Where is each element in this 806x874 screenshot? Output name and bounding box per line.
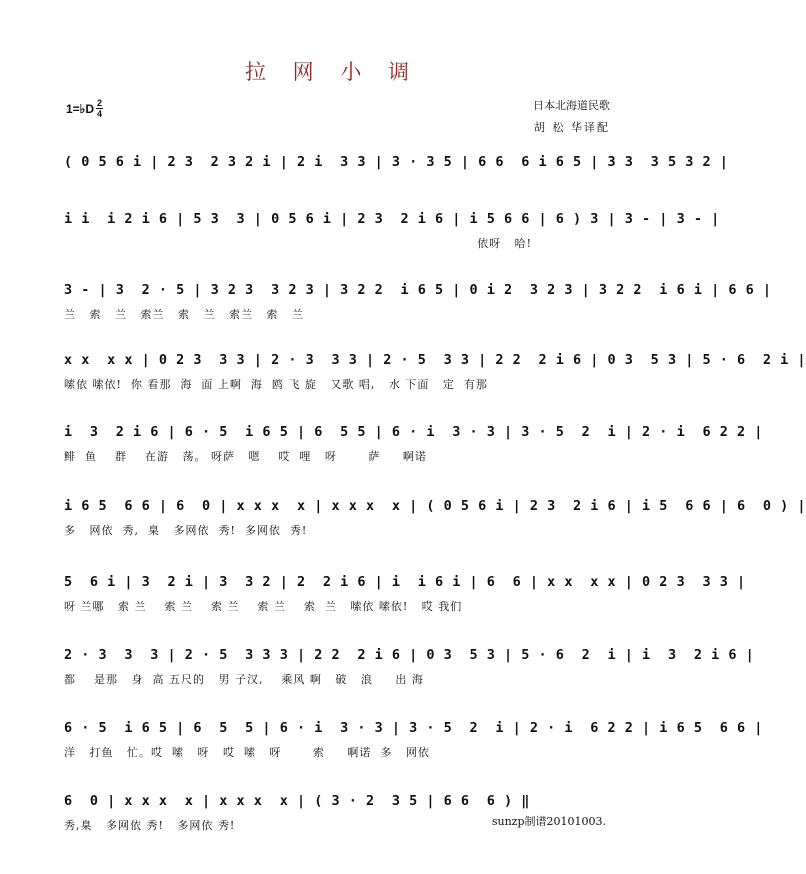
lyrics-line	[64, 178, 602, 194]
notation-system	[64, 207, 720, 251]
lyrics-line: 洋 打鱼 忙。哎 嗦 呀 哎 嗦 呀 索 啊诺 多 网依	[64, 746, 430, 759]
jianpu-notes: 6 0 | x x x x | x x x x | ( 3 · 2 3 5 | 6 6 6 ) ‖	[64, 793, 530, 809]
lyrics-line: 多 网依 秀, 臬 多网依 秀! 多网依 秀!	[64, 524, 308, 537]
lyrics-line: 呀 兰哪 索 兰 索 兰 索 兰 索 兰 索 兰 嗦依 嗦依! 哎 我们	[64, 600, 463, 613]
lyrics-line: 兰 索 兰 索兰 索 兰 索兰 索 兰	[64, 308, 304, 321]
notation-system	[64, 420, 763, 464]
notation-system	[64, 278, 772, 322]
notation-system	[64, 570, 746, 614]
jianpu-notes: 5 6 i | 3 2 i | 3 3 2 | 2 2 i 6 | i i 6 i | 6 6 | x x x x | 0 2 3 3 3 |	[64, 574, 746, 590]
time-signature	[96, 99, 103, 118]
jianpu-notes: 2 · 3 3 3 | 2 · 5 3 3 3 | 2 2 2 i 6 | 0 3 5 3 | 5 · 6 2 i | i 3 2 i 6 |	[64, 647, 755, 663]
notation-system	[64, 643, 755, 687]
jianpu-notes: i 6 5 6 6 | 6 0 | x x x x | x x x x | ( 0 5 6 i | 2 3 2 i 6 | i 5 6 6 | 6 0 ) |	[64, 498, 806, 514]
jianpu-notes: x x x x | 0 2 3 3 3 | 2 · 3 3 3 | 2 · 5 3 3 | 2 2 2 i 6 | 0 3 5 3 | 5 · 6 2 i |	[64, 352, 806, 368]
lyrics-line: 秀,臬 多网依 秀! 多网依 秀!	[64, 819, 236, 832]
key-label: 1=♭D	[66, 101, 95, 116]
transcriber-signature: sunzp制谱20101003.	[491, 815, 606, 828]
meter-bottom: 4	[97, 109, 103, 119]
notation-system	[64, 716, 763, 760]
jianpu-notes: ( 0 5 6 i | 2 3 2 3 2 i | 2 i 3 3 | 3 · 3 5 | 6 6 6 i 6 5 | 3 3 3 5 3 2 |	[64, 154, 729, 170]
notation-system	[64, 348, 806, 392]
song-title: 拉 网 小 调	[244, 60, 420, 84]
lyrics-line: 嗦依 嗦依! 你 看那 海 面 上啊 海 鸥 飞 旋 又歌 唱, 水 下面 定 有那	[64, 378, 488, 391]
key-signature	[66, 99, 103, 118]
meter-top: 2	[97, 98, 103, 108]
jianpu-notes: i i i 2 i 6 | 5 3 3 | 0 5 6 i | 2 3 2 i 6 | i 5 6 6 | 6 ) 3 | 3 - | 3 - |	[64, 211, 720, 227]
lyrics-line: 都 是那 身 高 五尺的 男 子汉, 乘风 啊 破 浪 出 海	[64, 673, 424, 686]
song-origin: 日本北海道民歌	[533, 99, 610, 112]
notation-system	[64, 494, 806, 538]
notation-system	[64, 150, 729, 194]
jianpu-notes: i 3 2 i 6 | 6 · 5 i 6 5 | 6 5 5 | 6 · i 3 · 3 | 3 · 5 2 i | 2 · i 6 2 2 |	[64, 424, 763, 440]
lyrics-line: 鲱 鱼 群 在游 荡。 呀萨 嗯 哎 哩 呀 萨 啊诺	[64, 450, 427, 463]
arranger-credit: 胡 松 华译配	[534, 121, 610, 134]
lyrics-line: 依呀 哈!	[477, 237, 532, 250]
jianpu-notes: 6 · 5 i 6 5 | 6 5 5 | 6 · i 3 · 3 | 3 · 5 2 i | 2 · i 6 2 2 | i 6 5 6 6 |	[64, 720, 763, 736]
jianpu-notes: 3 - | 3 2 · 5 | 3 2 3 3 2 3 | 3 2 2 i 6 5 | 0 i 2 3 2 3 | 3 2 2 i 6 i | 6 6 |	[64, 282, 772, 298]
